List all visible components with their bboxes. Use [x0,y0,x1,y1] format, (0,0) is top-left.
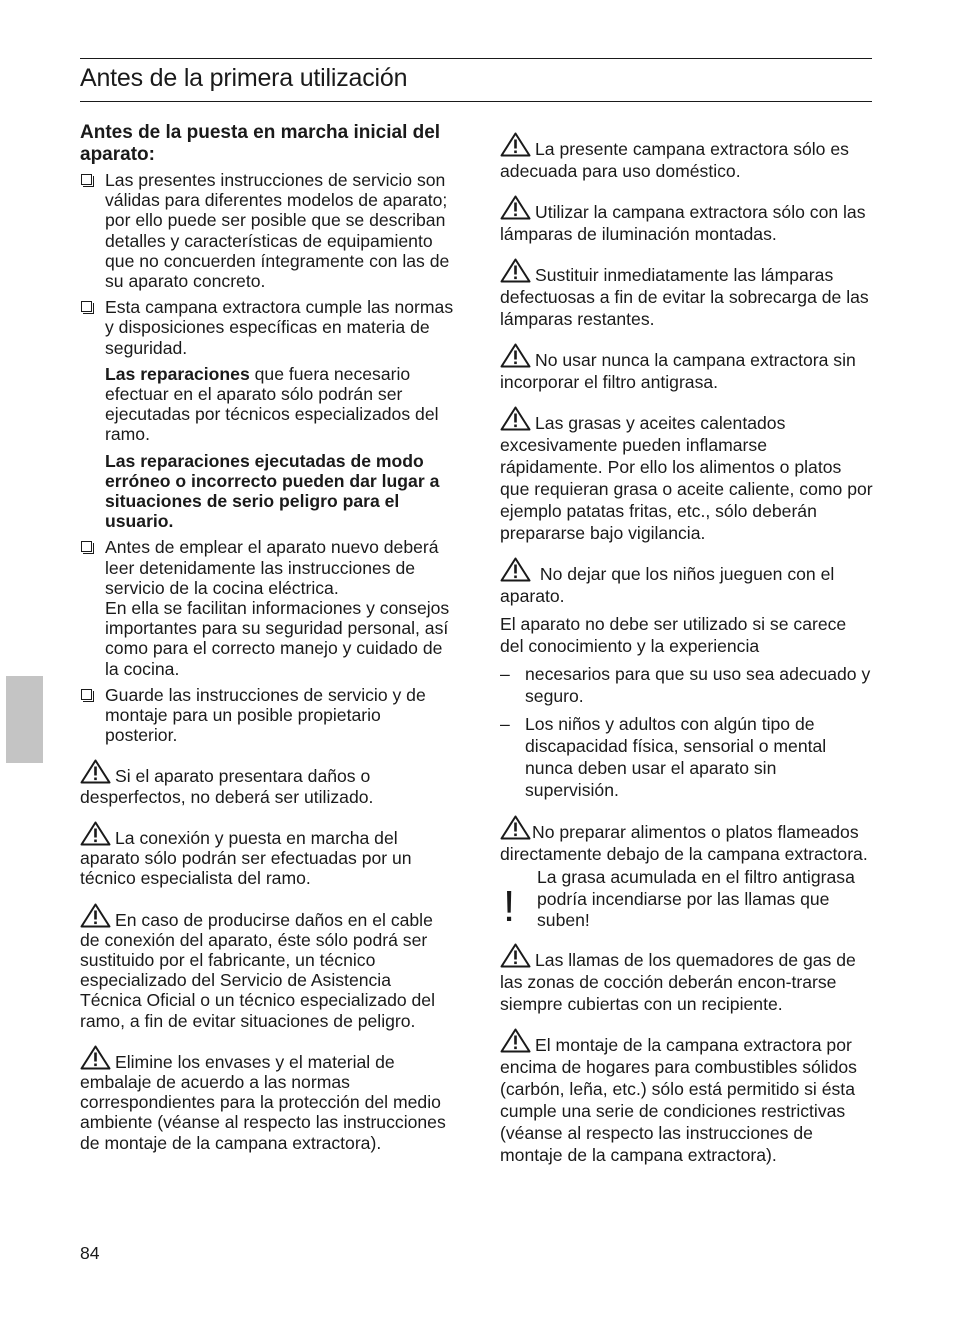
exclamation-mark-icon: ! [503,882,516,931]
body-paragraph: El aparato no debe ser utilizado si se carece del conocimiento y la experiencia [500,614,847,656]
repairs-text: que fuera necesario efectuar en el aparato sólo podrán ser ejecutadas por técnicos especializados del ramo. [105,363,439,445]
header-top-rule [80,58,872,59]
warning-note [500,943,874,1015]
warning-text: El montaje de la campana extractora por encima de hogares para combustibles sólidos (carbón, leña, etc.) sólo está permitido si ésta cumple una serie de condiciones restrictivas (véanse al respecto las instrucciones de montaje de la campana extractora). [500,1034,857,1165]
warning-triangle-icon [500,557,531,582]
list-item-text: Esta campana extractora cumple las normas y disposiciones específicas en materia de seguridad. [105,297,454,358]
dash-list-item [500,663,874,707]
warning-triangle-icon [80,821,111,846]
repairs-warning: Las reparaciones ejecutadas de modo erróneo o incorrecto pueden dar lugar a situaciones de serio peligro para el usuario. [105,450,440,532]
warning-note [500,815,874,865]
list-item-continuation: En ella se facilitan informaciones y consejos importantes para su seguridad personal, así como para el correcto manejo y cuidado de la cocina. [105,598,450,679]
warning-triangle-icon [500,195,531,220]
warning-note [80,903,454,1031]
warning-triangle-icon [500,406,531,431]
warning-triangle-icon [80,759,111,784]
warning-triangle-icon [500,1028,531,1053]
warning-note [500,1028,874,1166]
right-column [500,132,874,1179]
repairs-bold-lead: Las reparaciones [105,363,250,384]
warning-text: En caso de producirse daños en el cable de conexión del aparato, éste sólo podrá ser sustituido por el fabricante, un técnico especializado del Servicio de Asistencia Técnica Oficial o un técnico especializado del ramo, a fin de evitar situaciones de peligro. [80,909,436,1031]
section-heading: Antes de la puesta en marcha inicial del aparato: [80,122,441,165]
repairs-paragraph [80,364,454,445]
warning-text: La conexión y puesta en marcha del aparato sólo podrán ser efectuadas por un técnico especialista del ramo. [80,827,412,889]
left-column [80,122,454,1167]
checkbox-bullet-icon [81,301,92,312]
list-item [80,170,454,291]
page-title: Antes de la primera utilización [80,64,408,92]
dash-marker: – [500,714,510,734]
checkbox-bullet-icon [81,689,92,700]
warning-note [80,821,454,889]
warning-triangle-icon [500,258,531,283]
list-item-text: Las presentes instrucciones de servicio son válidas para diferentes modelos de aparato; por ello puede ser posible que se describan detalles y características de equipamiento que no concuerden íntegramente con las de su aparato concreto. [105,170,450,292]
list-item [80,685,454,746]
warning-triangle-icon [500,815,531,840]
checkbox-bullet-icon [81,541,92,552]
warning-text: Las grasas y aceites calentados excesivamente pueden inflamarse rápidamente. Por ello los alimentos o platos que requieran grasa o aceite caliente, como por ejemplo patatas fritas, etc., sólo deberán prepararse bajo vigilancia. [500,413,873,543]
warning-triangle-icon [80,1045,111,1070]
dash-list-text: necesarios para que su uso sea adecuado y seguro. [525,664,871,706]
warning-note [500,406,874,544]
dash-marker: – [500,664,510,684]
dash-list-text: Los niños y adultos con algún tipo de discapacidad física, sensorial o mental nunca deben usar el aparato sin supervisión. [525,714,827,800]
warning-text: Las llamas de los quemadores de gas de las zonas de cocción deberán encon-trarse siempre cubiertas con un recipiente. [500,949,856,1014]
warning-note [500,343,874,393]
list-item-text: Guarde las instrucciones de servicio y de montaje para un posible propietario posterior. [105,684,426,746]
warning-note [500,195,874,245]
warning-triangle-icon [500,943,531,968]
section-side-tab [6,676,43,763]
warning-triangle-icon [500,132,531,157]
warning-note [500,258,874,330]
warning-text: No usar nunca la campana extractora sin incorporar el filtro antigrasa. [500,350,856,392]
warning-text: Utilizar la campana extractora sólo con las lámparas de iluminación montadas. [500,202,866,244]
warning-text: Si el aparato presentara daños o desperfectos, no deberá ser utilizado. [80,766,374,807]
warning-triangle-icon [500,343,531,368]
list-item [80,297,454,358]
header-bottom-rule [80,101,872,102]
warning-note [80,1045,454,1153]
warning-text: La presente campana extractora sólo es adecuada para uso doméstico. [500,139,849,181]
list-item-text: Antes de emplear el aparato nuevo deberá leer detenidamente las instrucciones de servicio de la cocina eléctrica. [105,537,439,598]
checkbox-bullet-icon [81,174,92,185]
warning-note [500,132,874,182]
warning-text: No preparar alimentos o platos flameados directamente debajo de la campana extractora. [500,822,868,864]
page-number: 84 [80,1243,100,1263]
warning-text: Elimine los envases y el material de embalaje de acuerdo a las normas correspondientes para la protección del medio ambiente (véanse al respecto las instrucciones de montaje de la campana extractora). [80,1051,446,1153]
list-item [80,537,454,678]
dash-list-item [500,713,874,801]
warning-note [500,557,874,607]
caution-note [500,867,874,932]
warning-text: Sustituir inmediatamente las lámparas defectuosas a fin de evitar la sobrecarga de las lámparas restantes. [500,265,869,329]
warning-triangle-icon [80,903,111,928]
caution-text: La grasa acumulada en el filtro antigrasa podría incendiarse por las llamas que suben! [537,867,855,930]
warning-text: No dejar que los niños jueguen con el aparato. [500,564,835,606]
warning-note [80,759,454,806]
